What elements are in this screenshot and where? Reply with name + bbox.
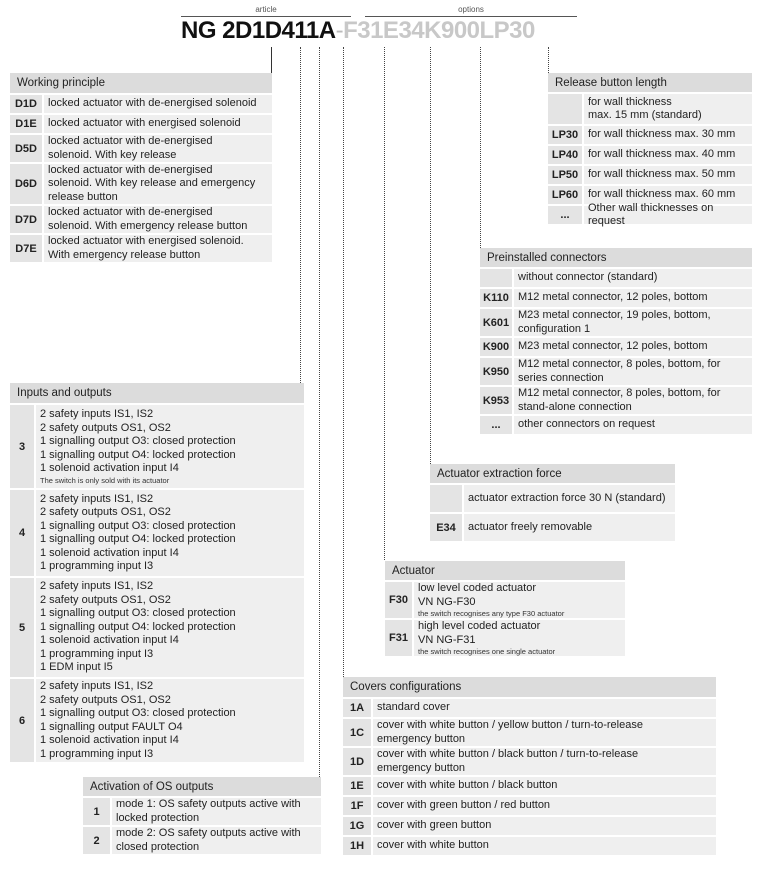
option-code: K950 bbox=[480, 358, 512, 385]
option-description bbox=[584, 201, 752, 227]
description-line: 2 safety inputs IS1, IS2 bbox=[40, 492, 154, 505]
option-description bbox=[44, 95, 272, 113]
actuator-row-f31 bbox=[385, 620, 625, 656]
connector-line-release-button bbox=[548, 47, 549, 73]
option-code: ... bbox=[548, 206, 582, 224]
option-description bbox=[373, 719, 716, 746]
description-line: locked actuator with energised solenoid. bbox=[48, 235, 244, 247]
options-label: options bbox=[458, 5, 484, 14]
description-line: for wall thickness bbox=[588, 95, 672, 108]
option-code: 1 bbox=[83, 798, 110, 825]
description-line: 2 safety inputs IS1, IS2 bbox=[40, 580, 154, 593]
description-line: 1 programming input I3 bbox=[40, 560, 154, 572]
description-line: series connection bbox=[518, 371, 604, 384]
option-code bbox=[480, 269, 512, 287]
description-line: max. 15 mm (standard) bbox=[588, 109, 702, 121]
option-code: LP40 bbox=[548, 146, 582, 164]
description-line: standard cover bbox=[377, 701, 450, 714]
actuator-title: Actuator bbox=[385, 561, 625, 580]
code-separator: - bbox=[335, 17, 344, 44]
description-line: cover with white button bbox=[377, 839, 489, 852]
option-code: ... bbox=[480, 416, 512, 434]
description-line: With emergency release button bbox=[48, 248, 201, 261]
option-code: 1G bbox=[343, 817, 371, 835]
option-code: E34 bbox=[430, 514, 462, 541]
option-code: 2 bbox=[83, 827, 110, 854]
working-principle-row-d7e bbox=[10, 235, 272, 262]
description-line: 1 programming input I3 bbox=[40, 647, 154, 660]
description-line: 1 signalling output O4: locked protection bbox=[40, 620, 236, 633]
option-code: 1F bbox=[343, 797, 371, 815]
option-description bbox=[44, 206, 272, 233]
description-line: emergency button bbox=[377, 761, 466, 774]
option-description bbox=[44, 235, 272, 262]
option-description bbox=[514, 309, 752, 336]
description-line: M23 metal connector, 19 poles, bottom, bbox=[518, 309, 711, 321]
extraction-row-e34 bbox=[430, 514, 675, 541]
covers-row-1f bbox=[343, 797, 716, 815]
option-code: 1A bbox=[343, 699, 371, 717]
description-line: VN NG-F30 bbox=[418, 595, 476, 608]
option-code: 6 bbox=[10, 679, 34, 762]
description-line: VN NG-F31 bbox=[418, 633, 476, 646]
working-principle-row-d1e bbox=[10, 115, 272, 133]
option-description bbox=[373, 797, 716, 815]
description-line: locked actuator with de-energised solenoid bbox=[48, 97, 257, 110]
option-description bbox=[414, 582, 625, 618]
option-description bbox=[514, 269, 752, 287]
option-code: D7E bbox=[10, 235, 42, 262]
description-line: 1 signalling output O4: locked protection bbox=[40, 533, 236, 545]
description-line: for wall thickness max. 30 mm bbox=[588, 128, 736, 141]
option-code: 3 bbox=[10, 405, 34, 488]
description-line: solenoid. With key release bbox=[48, 148, 177, 161]
inputs-outputs-table bbox=[10, 383, 304, 762]
working-principle-row-d5d bbox=[10, 135, 272, 162]
option-description bbox=[584, 146, 752, 164]
description-line: actuator extraction force 30 N (standard) bbox=[468, 491, 666, 504]
option-description bbox=[44, 135, 272, 162]
description-line: 2 safety outputs OS1, OS2 bbox=[40, 693, 171, 706]
option-description bbox=[112, 827, 321, 854]
description-line: 1 solenoid activation input I4 bbox=[40, 462, 179, 475]
option-code: 1C bbox=[343, 719, 371, 746]
option-code: D1D bbox=[10, 95, 42, 113]
option-description bbox=[514, 289, 752, 307]
connectors-table bbox=[480, 248, 752, 434]
article-label: article bbox=[255, 5, 277, 14]
option-description bbox=[464, 514, 675, 541]
option-description bbox=[584, 126, 752, 144]
option-code: K110 bbox=[480, 289, 512, 307]
description-note: the switch recognises any type F30 actuator bbox=[418, 609, 565, 618]
description-line: high level coded actuator bbox=[418, 620, 541, 632]
option-description bbox=[36, 578, 304, 677]
actuator-table bbox=[385, 561, 625, 656]
option-code bbox=[430, 485, 462, 512]
connectors-row-k601 bbox=[480, 309, 752, 336]
inputs-outputs-row-4 bbox=[10, 490, 304, 576]
option-code: D1E bbox=[10, 115, 42, 133]
option-description bbox=[373, 817, 716, 835]
activation-os-table bbox=[83, 777, 321, 854]
option-code: LP60 bbox=[548, 186, 582, 204]
description-line: 2 safety inputs IS1, IS2 bbox=[40, 408, 154, 421]
covers-row-1h bbox=[343, 837, 716, 855]
connector-line-connectors bbox=[480, 47, 481, 248]
description-line: M12 metal connector, 8 poles, bottom, for bbox=[518, 358, 721, 370]
inputs-outputs-row-3 bbox=[10, 405, 304, 488]
description-line: for wall thickness max. 50 mm bbox=[588, 168, 736, 181]
covers-row-1a bbox=[343, 699, 716, 717]
description-line: locked actuator with energised solenoid bbox=[48, 117, 241, 130]
description-line: cover with white button / black button bbox=[377, 779, 558, 792]
option-description bbox=[373, 699, 716, 717]
description-line: for wall thickness max. 40 mm bbox=[588, 148, 736, 161]
description-line: 1 programming input I3 bbox=[40, 747, 154, 760]
description-line: actuator freely removable bbox=[468, 520, 593, 533]
description-line: closed protection bbox=[116, 840, 200, 853]
description-line: mode 1: OS safety outputs active with bbox=[116, 798, 301, 810]
description-line: configuration 1 bbox=[518, 322, 591, 335]
description-line: 1 signalling output O3: closed protection bbox=[40, 519, 236, 532]
extraction-title: Actuator extraction force bbox=[430, 464, 675, 483]
option-description bbox=[514, 387, 752, 414]
covers-table bbox=[343, 677, 716, 855]
description-line: 1 signalling output O4: locked protection bbox=[40, 448, 236, 461]
description-note: The switch is only sold with its actuator bbox=[40, 475, 170, 485]
extraction-force-table bbox=[430, 464, 675, 541]
description-line: 2 safety inputs IS1, IS2 bbox=[40, 680, 154, 692]
activation-os-row-2 bbox=[83, 827, 321, 854]
actuator-row-f30 bbox=[385, 582, 625, 618]
option-code: D7D bbox=[10, 206, 42, 233]
connectors-row-k110 bbox=[480, 289, 752, 307]
connectors-row-k950 bbox=[480, 358, 752, 385]
description-line: locked actuator with de-energised bbox=[48, 163, 213, 176]
description-line: M23 metal connector, 12 poles, bottom bbox=[518, 340, 708, 353]
option-code: D6D bbox=[10, 164, 42, 204]
activation-os-title: Activation of OS outputs bbox=[83, 777, 321, 796]
description-line: locked protection bbox=[116, 811, 200, 824]
description-line: without connector (standard) bbox=[518, 271, 658, 284]
description-line: 1 EDM input I5 bbox=[40, 661, 113, 674]
option-description bbox=[36, 679, 304, 762]
description-line: cover with white button / yellow button / turn-to-release bbox=[377, 719, 643, 731]
option-description bbox=[514, 358, 752, 385]
option-code: 4 bbox=[10, 490, 34, 576]
option-description bbox=[584, 166, 752, 184]
covers-row-1g bbox=[343, 817, 716, 835]
connectors-row-k900 bbox=[480, 338, 752, 356]
working-principle-row-d1d bbox=[10, 95, 272, 113]
description-line: cover with green button bbox=[377, 819, 492, 832]
option-description bbox=[414, 620, 625, 656]
release-button-row-lp40 bbox=[548, 146, 752, 164]
description-line: Other wall thicknesses on request bbox=[588, 201, 714, 227]
release-button-row-standard-0 bbox=[548, 94, 752, 124]
covers-row-1c bbox=[343, 719, 716, 746]
release-button-title: Release button length bbox=[548, 73, 752, 92]
option-code: 1E bbox=[343, 777, 371, 795]
option-code: D5D bbox=[10, 135, 42, 162]
options-code: F31E34K900LP30 bbox=[343, 17, 535, 44]
option-code: K601 bbox=[480, 309, 512, 336]
connectors-row-blank bbox=[480, 416, 752, 434]
release-button-row-lp30 bbox=[548, 126, 752, 144]
description-line: locked actuator with de-energised bbox=[48, 135, 213, 147]
connector-line-extraction bbox=[430, 47, 431, 464]
description-line: 2 safety outputs OS1, OS2 bbox=[40, 593, 171, 606]
description-line: 2 safety outputs OS1, OS2 bbox=[40, 421, 171, 434]
release-button-row-blank bbox=[548, 201, 752, 227]
article-code: NG 2D1D411A bbox=[181, 17, 336, 44]
connectors-title: Preinstalled connectors bbox=[480, 248, 752, 267]
inputs-outputs-row-5 bbox=[10, 578, 304, 677]
description-line: 1 solenoid activation input I4 bbox=[40, 546, 179, 559]
option-description bbox=[584, 94, 752, 124]
option-description bbox=[44, 164, 272, 204]
connector-line-activation bbox=[319, 47, 320, 777]
option-description bbox=[373, 748, 716, 775]
connectors-row-k953 bbox=[480, 387, 752, 414]
option-code: K953 bbox=[480, 387, 512, 414]
connectors-row-standard-0 bbox=[480, 269, 752, 287]
description-line: locked actuator with de-energised bbox=[48, 206, 213, 218]
inputs-outputs-title: Inputs and outputs bbox=[10, 383, 304, 403]
release-button-row-lp50 bbox=[548, 166, 752, 184]
description-line: 1 signalling output FAULT O4 bbox=[40, 720, 183, 733]
description-line: 1 signalling output O3: closed protection bbox=[40, 435, 236, 448]
option-description bbox=[112, 798, 321, 825]
option-code: F31 bbox=[385, 620, 412, 656]
description-line: cover with green button / red button bbox=[377, 799, 551, 812]
option-description bbox=[464, 485, 675, 512]
connector-line-working-principle bbox=[271, 47, 272, 73]
working-principle-table bbox=[10, 73, 272, 262]
description-line: M12 metal connector, 12 poles, bottom bbox=[518, 291, 708, 304]
description-line: 1 signalling output O3: closed protection bbox=[40, 707, 236, 719]
description-note: the switch recognises one single actuator bbox=[418, 647, 556, 656]
option-description bbox=[44, 115, 272, 133]
option-code bbox=[548, 94, 582, 124]
description-line: low level coded actuator bbox=[418, 582, 537, 594]
option-description bbox=[373, 837, 716, 855]
working-principle-title: Working principle bbox=[10, 73, 272, 93]
option-description bbox=[36, 405, 304, 488]
connector-line-inputs-outputs bbox=[300, 47, 301, 383]
covers-row-1d bbox=[343, 748, 716, 775]
option-description bbox=[514, 416, 752, 434]
option-description bbox=[514, 338, 752, 356]
description-line: stand-alone connection bbox=[518, 400, 632, 413]
option-code: 5 bbox=[10, 578, 34, 677]
description-line: emergency button bbox=[377, 732, 466, 745]
connector-line-covers bbox=[343, 47, 344, 677]
description-line: mode 2: OS safety outputs active with bbox=[116, 827, 301, 839]
description-line: cover with white button / black button / turn-to-release bbox=[377, 748, 639, 760]
working-principle-row-d7d bbox=[10, 206, 272, 233]
option-code: LP30 bbox=[548, 126, 582, 144]
description-line: solenoid. With emergency release button bbox=[48, 219, 248, 232]
description-line: 1 solenoid activation input I4 bbox=[40, 634, 179, 647]
product-code bbox=[181, 15, 535, 47]
description-line: other connectors on request bbox=[518, 418, 655, 431]
description-line: release button bbox=[48, 190, 118, 203]
extraction-row-standard-0 bbox=[430, 485, 675, 512]
description-line: for wall thickness max. 60 mm bbox=[588, 188, 736, 201]
option-code: LP50 bbox=[548, 166, 582, 184]
connector-line-actuator bbox=[384, 47, 385, 560]
option-description bbox=[373, 777, 716, 795]
covers-row-1e bbox=[343, 777, 716, 795]
working-principle-row-d6d bbox=[10, 164, 272, 204]
option-code: K900 bbox=[480, 338, 512, 356]
description-line: solenoid. With key release and emergency bbox=[48, 177, 256, 190]
description-line: 1 signalling output O3: closed protection bbox=[40, 607, 236, 620]
option-code: 1D bbox=[343, 748, 371, 775]
release-button-table bbox=[548, 73, 752, 227]
description-line: 2 safety outputs OS1, OS2 bbox=[40, 506, 171, 518]
covers-title: Covers configurations bbox=[343, 677, 716, 697]
option-code: 1H bbox=[343, 837, 371, 855]
description-line: 1 solenoid activation input I4 bbox=[40, 734, 179, 746]
option-code: F30 bbox=[385, 582, 412, 618]
inputs-outputs-row-6 bbox=[10, 679, 304, 762]
option-description bbox=[36, 490, 304, 576]
description-line: M12 metal connector, 8 poles, bottom, for bbox=[518, 387, 721, 399]
activation-os-row-1 bbox=[83, 798, 321, 825]
